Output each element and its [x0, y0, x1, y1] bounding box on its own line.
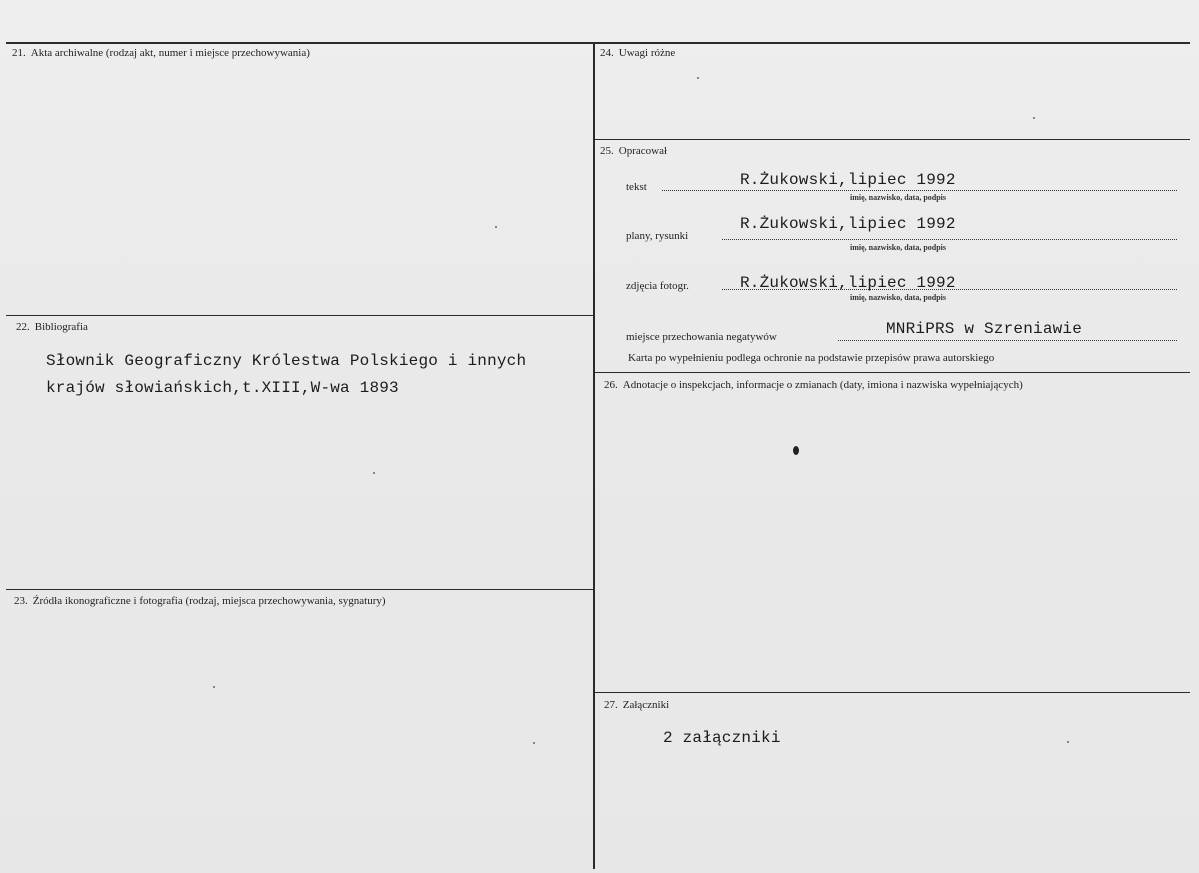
section-21-label: Akta archiwalne (rodzaj akt, numer i miejsce przechowywania)	[30, 47, 310, 59]
divider-26-27	[594, 692, 1190, 693]
copyright-note: Karta po wypełnieniu podlega ochronie na podstawie przepisów prawa autorskiego	[628, 352, 995, 364]
author-drawings-value: R.Żukowski,lipiec 1992	[740, 215, 956, 233]
top-border-line	[6, 42, 1190, 44]
section-25-number: 25.	[600, 145, 614, 157]
paper-speck	[373, 472, 375, 474]
section-27-label: Załączniki	[622, 699, 670, 711]
author-drawings-label: plany, rysunki	[626, 230, 689, 242]
section-23-number: 23.	[14, 595, 28, 607]
section-21-number: 21.	[12, 47, 26, 59]
divider-22-23	[6, 589, 593, 590]
negatives-location-value: MNRiPRS w Szreniawie	[886, 320, 1083, 338]
author-text-line	[662, 190, 1177, 191]
paper-speck	[1067, 741, 1069, 743]
paper-speck	[213, 686, 215, 688]
section-24-number: 24.	[600, 47, 614, 59]
author-photos-caption: imię, nazwisko, data, podpis	[850, 293, 947, 302]
author-drawings-line	[722, 239, 1177, 240]
negatives-location-label: miejsce przechowania negatywów	[626, 331, 777, 343]
section-25-heading	[600, 145, 667, 157]
author-text-caption: imię, nazwisko, data, podpis	[850, 193, 947, 202]
section-27-heading	[604, 699, 669, 711]
section-24-label: Uwagi różne	[618, 47, 676, 59]
section-27-number: 27.	[604, 699, 618, 711]
section-26-heading	[604, 379, 1023, 391]
author-photos-label: zdjęcia fotogr.	[626, 280, 689, 292]
section-23-label: Źródła ikonograficzne i fotografia (rodzaj, miejsca przechowywania, sygnatury)	[32, 595, 386, 607]
section-21-heading	[12, 47, 310, 59]
section-22-label: Bibliografia	[34, 321, 88, 333]
paper-speck	[697, 77, 699, 79]
bibliography-line-2: krajów słowiańskich,t.XIII,W-wa 1893	[46, 379, 399, 397]
paper-speck	[1033, 117, 1035, 119]
author-text-value: R.Żukowski,lipiec 1992	[740, 171, 956, 189]
divider-24-25	[594, 139, 1190, 140]
section-25-label: Opracował	[618, 145, 668, 157]
section-24-heading	[600, 47, 675, 59]
author-drawings-caption: imię, nazwisko, data, podpis	[850, 243, 947, 252]
section-26-label: Adnotacje o inspekcjach, informacje o zmianach (daty, imiona i nazwiska wypełniających)	[622, 379, 1023, 391]
section-26-number: 26.	[604, 379, 618, 391]
bibliography-line-1: Słownik Geograficzny Królestwa Polskiego i innych	[46, 352, 527, 370]
attachments-value: 2 załączniki	[663, 729, 781, 747]
author-photos-value: R.Żukowski,lipiec 1992	[740, 274, 956, 292]
paper-speck	[533, 742, 535, 744]
center-divider-line	[593, 43, 595, 869]
divider-25-26	[594, 372, 1190, 373]
author-text-label: tekst	[626, 181, 647, 193]
divider-21-22	[6, 315, 593, 316]
ink-blot	[793, 446, 799, 455]
section-22-heading	[16, 321, 88, 333]
section-23-heading	[14, 595, 386, 607]
section-22-number: 22.	[16, 321, 30, 333]
paper-speck	[495, 226, 497, 228]
negatives-location-line	[838, 340, 1177, 341]
